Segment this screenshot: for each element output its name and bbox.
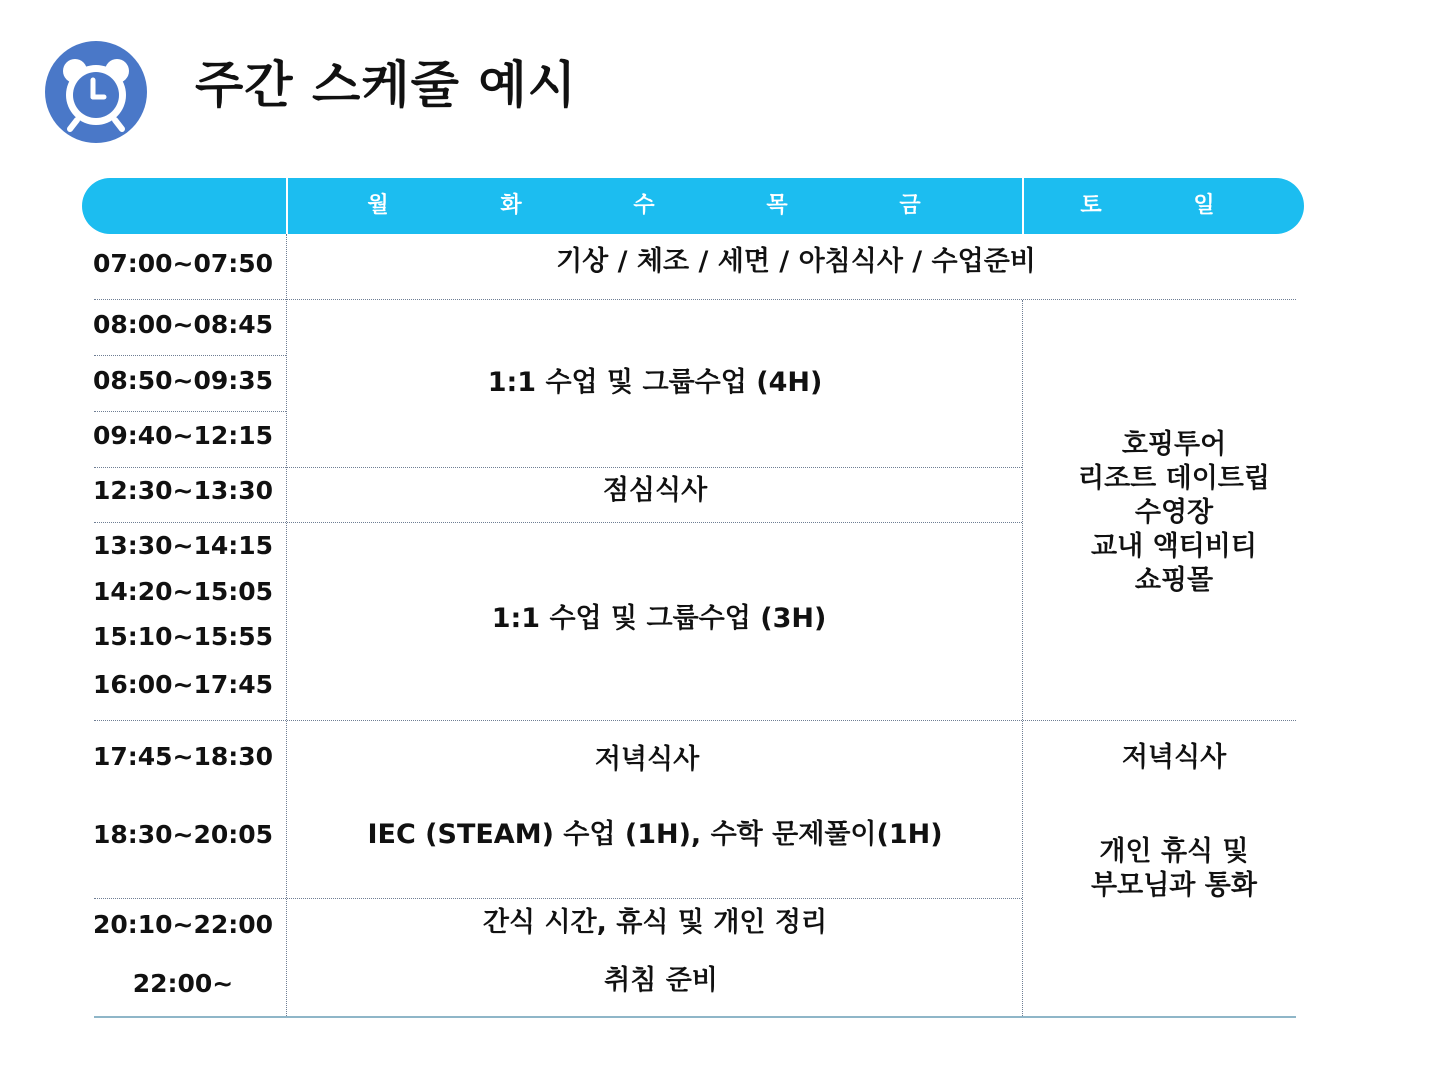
cell-afternoon-class: 1:1 수업 및 그룹수업 (3H): [491, 603, 827, 634]
row-divider: [94, 411, 286, 412]
page-title: 주간 스케줄 예시: [195, 56, 577, 114]
row-divider: [94, 467, 1022, 468]
table-bottom-line: [94, 1016, 1296, 1018]
cell-bedtime: 취침 준비: [604, 965, 718, 996]
time-slot: 08:50~09:35: [92, 366, 274, 395]
day-label-sun: 일: [1193, 193, 1215, 218]
cell-morning-class: 1:1 수업 및 그룹수업 (4H): [487, 367, 823, 398]
weekend-activity: 호핑투어: [1121, 429, 1227, 460]
weekend-evening-line: 부모님과 통화: [1091, 870, 1257, 901]
day-label-fri: 금: [899, 193, 921, 218]
time-slot: 07:00~07:50: [92, 249, 274, 278]
day-label-sat: 토: [1080, 193, 1102, 218]
cell-rest: 간식 시간, 휴식 및 개인 정리: [482, 907, 828, 938]
cell-lunch: 점심식사: [602, 475, 708, 506]
time-slot: 12:30~13:30: [92, 476, 274, 505]
weekend-activity: 쇼핑몰: [1134, 565, 1214, 596]
row-divider: [94, 720, 1296, 721]
cell-weekend-dinner: 저녁식사: [1121, 742, 1227, 773]
time-slot: 17:45~18:30: [92, 742, 274, 771]
time-slot: 18:30~20:05: [92, 820, 274, 849]
weekend-column-divider: [1022, 300, 1023, 1016]
alarm-clock-icon: [44, 40, 148, 144]
cell-evening-class: IEC (STEAM) 수업 (1H), 수학 문제풀이(1H): [367, 819, 943, 850]
time-slot: 15:10~15:55: [92, 622, 274, 651]
weekend-activity: 수영장: [1134, 497, 1214, 528]
time-slot: 09:40~12:15: [92, 421, 274, 450]
row-divider: [94, 299, 1296, 300]
time-slot: 16:00~17:45: [92, 670, 274, 699]
cell-weekend-evening: [1070, 835, 1278, 903]
time-slot: 14:20~15:05: [92, 577, 274, 606]
time-slot: 20:10~22:00: [92, 910, 274, 939]
cell-dinner: 저녁식사: [594, 744, 700, 775]
day-label-wed: 수: [633, 193, 655, 218]
time-slot: 08:00~08:45: [92, 310, 274, 339]
day-label-tue: 화: [500, 193, 522, 218]
row-divider: [94, 522, 1022, 523]
weekday-header-bar: [82, 178, 1304, 234]
row-divider: [94, 898, 1022, 899]
day-label-mon: 월: [367, 193, 389, 218]
weekend-activity: 리조트 데이트립: [1078, 463, 1270, 494]
cell-wake-up: 기상 / 체조 / 세면 / 아침식사 / 수업준비: [556, 246, 1036, 277]
time-slot: 22:00~: [132, 969, 234, 998]
day-label-thu: 목: [766, 193, 788, 218]
weekend-evening-line: 개인 휴식 및: [1099, 836, 1249, 867]
row-divider: [94, 355, 286, 356]
weekend-activity: 교내 액티비티: [1091, 531, 1257, 562]
header-divider: [1022, 178, 1024, 234]
cell-weekend-activities: [1070, 428, 1278, 598]
time-slot: 13:30~14:15: [92, 531, 274, 560]
header-divider: [286, 178, 288, 234]
